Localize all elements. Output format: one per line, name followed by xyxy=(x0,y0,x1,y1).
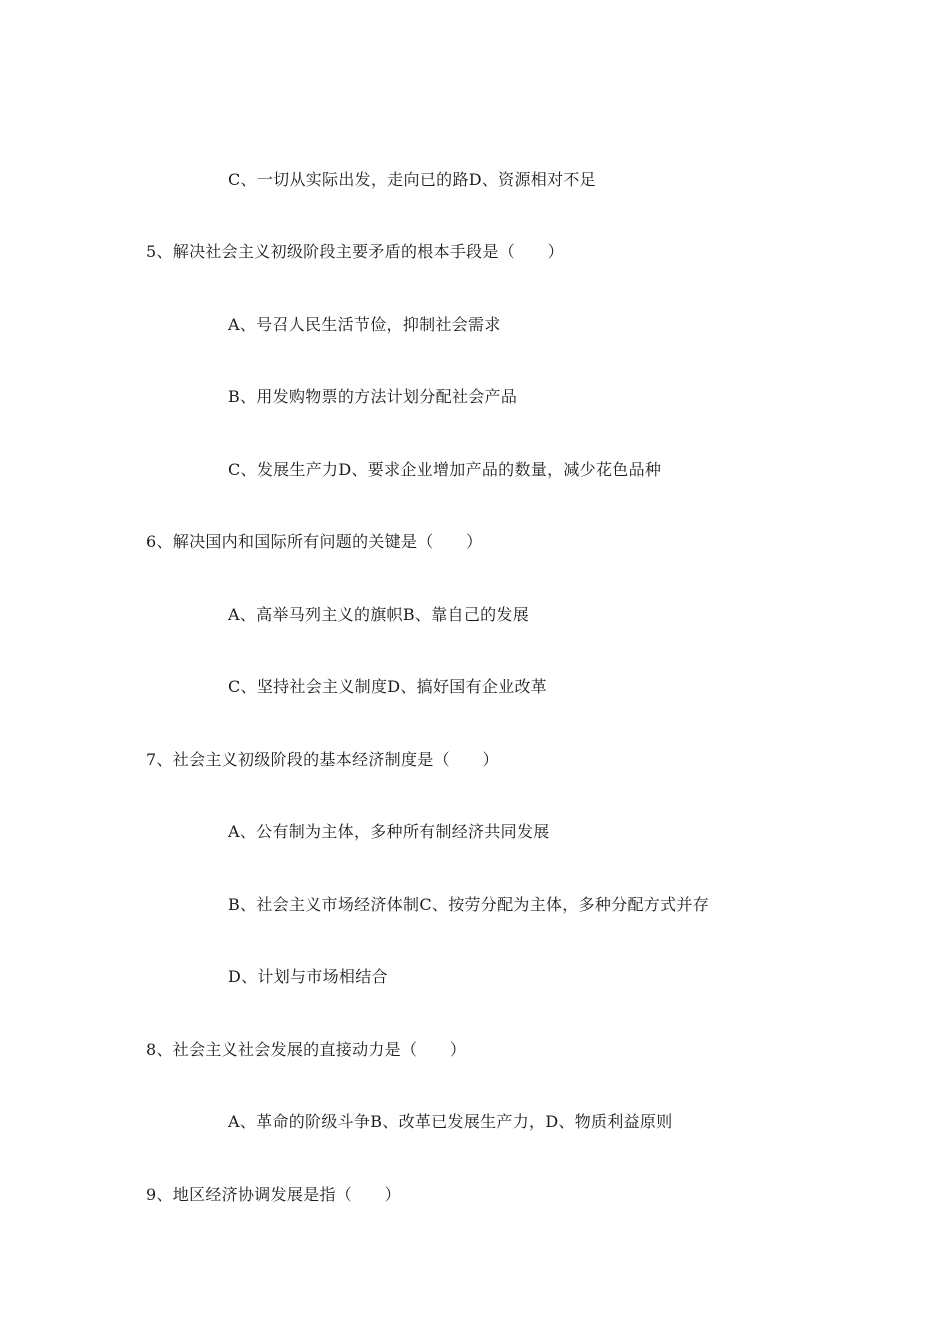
question-line: 5、解决社会主义初级阶段主要矛盾的根本手段是（ ） xyxy=(146,242,564,261)
option-line: C、坚持社会主义制度D、搞好国有企业改革 xyxy=(228,677,548,696)
option-line: A、革命的阶级斗争B、改革已发展生产力，D、物质利益原则 xyxy=(228,1112,673,1131)
option-line: A、公有制为主体，多种所有制经济共同发展 xyxy=(228,822,550,841)
option-line: D、计划与市场相结合 xyxy=(228,967,388,986)
option-line: A、高举马列主义的旗帜B、靠自己的发展 xyxy=(228,605,530,624)
option-line: C、发展生产力D、要求企业增加产品的数量，减少花色品种 xyxy=(228,460,662,479)
question-line: 6、解决国内和国际所有问题的关键是（ ） xyxy=(146,532,483,551)
question-line: 7、社会主义初级阶段的基本经济制度是（ ） xyxy=(146,750,499,769)
option-line: C、一切从实际出发，走向已的路D、资源相对不足 xyxy=(228,170,596,189)
option-line: A、号召人民生活节俭，抑制社会需求 xyxy=(228,315,501,334)
question-line: 8、社会主义社会发展的直接动力是（ ） xyxy=(146,1040,467,1059)
question-line: 9、地区经济协调发展是指（ ） xyxy=(146,1185,401,1204)
option-line: B、社会主义市场经济体制C、按劳分配为主体，多种分配方式并存 xyxy=(228,895,710,914)
option-line: B、用发购物票的方法计划分配社会产品 xyxy=(228,387,518,406)
